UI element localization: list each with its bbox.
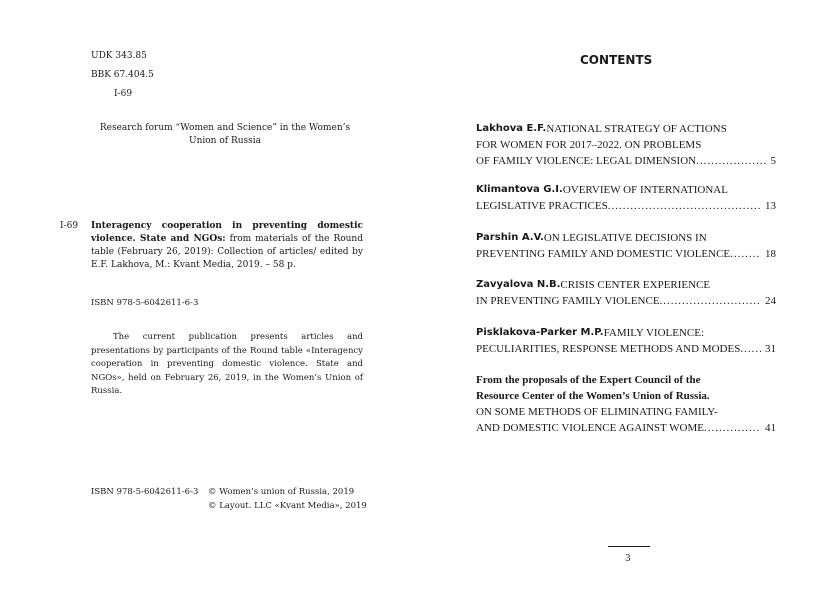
forum-line-2: Union of Russia [189, 136, 261, 146]
toc-line [476, 121, 776, 137]
abstract-paragraph: The current publication presents articles and presentations by participants of the Round table «Interagency cooperation in preventing domestic violence. State and NGOs», held on February 26, 2019, in the Women’s Union of Russia. [91, 332, 363, 396]
toc-line [476, 325, 776, 341]
bbk-code: BBK 67.404.5 [91, 70, 154, 80]
footer-rule [608, 546, 650, 547]
toc-entry[interactable] [476, 325, 776, 357]
udk-code: UDK 343.85 [91, 51, 147, 61]
toc-line [476, 153, 776, 169]
toc-author: Pisklakova-Parker M.P. [476, 327, 604, 338]
page-number: 3 [625, 554, 631, 564]
entry-details: from materials of the Round table (February 26, 2019): Collection of articles/ edited by E.F. Lakhova, M.: Kvant Media, 2019. – 58 p. [91, 234, 363, 270]
toc-title-part: PECULIARITIES, RESPONSE METHODS AND MODES [476, 343, 741, 355]
toc-leader-dots [730, 246, 761, 262]
toc-entry[interactable] [476, 182, 776, 214]
toc-page-number: 18 [765, 248, 776, 260]
toc-line: ON SOME METHODS OF ELIMINATING FAMILY- [476, 406, 718, 418]
isbn-bottom: ISBN 978-5-6042611-6-3 [91, 487, 199, 497]
toc-leader-dots [704, 420, 761, 436]
copyright-union: © Women’s union of Russia, 2019 [208, 487, 355, 497]
forum-line-1: Research forum “Women and Science” in the Women’s [99, 123, 351, 133]
toc-author: Parshin A.V. [476, 232, 544, 243]
toc-line [476, 341, 776, 357]
copyright-layout: © Layout. LLC «Kvant Media», 2019 [208, 501, 367, 511]
toc-heading-line: From the proposals of the Expert Council of the [476, 374, 701, 386]
forum-note [80, 122, 370, 148]
toc-page-number: 5 [770, 155, 776, 167]
toc-page-number: 41 [765, 422, 776, 434]
entry-code: I-69 [60, 221, 79, 231]
toc-heading-line: Resource Center of the Women’s Union of Russia. [476, 390, 710, 402]
toc-line [476, 230, 776, 246]
toc-title-part: FAMILY VIOLENCE: [603, 327, 705, 339]
bibliographic-entry [91, 220, 363, 272]
toc-line [476, 277, 776, 293]
isbn-top: ISBN 978-5-6042611-6-3 [91, 298, 199, 308]
toc-author: Lakhova E.F. [476, 123, 547, 134]
toc-page-number: 31 [765, 343, 776, 355]
toc-page-number: 13 [765, 200, 776, 212]
toc-leader-dots [660, 293, 761, 309]
toc-line [476, 182, 776, 198]
toc-entry[interactable] [476, 372, 776, 436]
toc-author: Klimantova G.I. [476, 184, 563, 195]
toc-leader-dots [740, 341, 761, 357]
toc-title-part: AND DOMESTIC VIOLENCE AGAINST WOME [476, 422, 704, 434]
toc-title-part: IN PREVENTING FAMILY VIOLENCE [476, 295, 660, 307]
toc-title-part: ON LEGISLATIVE DECISIONS IN [543, 232, 707, 244]
toc-leader-dots [608, 198, 761, 214]
toc-page-number: 24 [765, 295, 776, 307]
toc-line [476, 420, 776, 436]
toc-title-part: CRISIS CENTER EXPERIENCE [560, 279, 711, 291]
toc-line [476, 246, 776, 262]
author-sign-code: I-69 [114, 89, 133, 99]
toc-entry[interactable] [476, 230, 776, 262]
toc-title-part: OVERVIEW OF INTERNATIONAL [562, 184, 728, 196]
toc-line [476, 198, 776, 214]
toc-line [476, 293, 776, 309]
toc-entry[interactable] [476, 121, 776, 169]
toc-leader-dots [696, 153, 766, 169]
toc-title-part: LEGISLATIVE PRACTICES [476, 200, 608, 212]
toc-author: Zavyalova N.B. [476, 279, 561, 290]
toc-line: FOR WOMEN FOR 2017–2022. ON PROBLEMS [476, 139, 702, 151]
contents-heading: CONTENTS [580, 53, 653, 67]
toc-entry[interactable] [476, 277, 776, 309]
toc-title-part: PREVENTING FAMILY AND DOMESTIC VIOLENCE [476, 248, 731, 260]
toc-title-part: NATIONAL STRATEGY OF ACTIONS [546, 123, 727, 135]
toc-title-part: OF FAMILY VIOLENCE: LEGAL DIMENSION [476, 155, 697, 167]
entry-title: Interagency cooperation in preventing domestic violence. State and NGOs: [91, 221, 363, 244]
